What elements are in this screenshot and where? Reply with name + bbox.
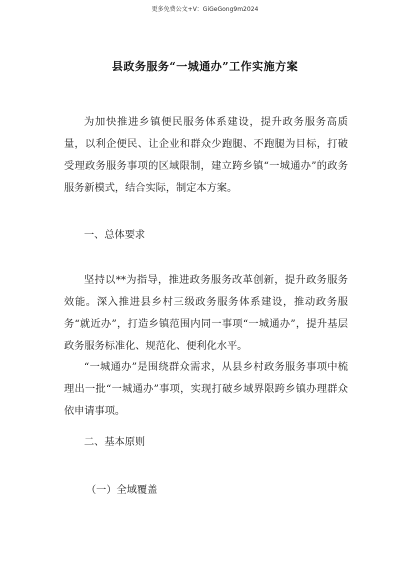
section1-paragraph-1: 坚持以**为指导，推进政务服务改革创新，提升政务服务效能。深入推进县乡村三级政务服务体系建设，推动政务服务“就近办”，打造乡镇范围内同一事项“一城通办”，提升基层政务服务标准化、规范化、便利化水平。 <box>64 275 348 352</box>
document-title: 县政务服务“一城通办”工作实施方案 <box>111 60 299 73</box>
header-note: 更多免费公文+V：GiGeGong9m2024 <box>151 6 259 13</box>
subsection-heading-full-coverage: （一）全域覆盖 <box>86 485 158 496</box>
intro-paragraph: 为加快推进乡镇便民服务体系建设，提升政务服务高质量，以利企便民、让企业和群众少跑腿、不跑腿为目标，打破受理政务服务事项的区域限制，建立跨乡镇“一城通办”的政务服务新模式，结合实际，制定本方案。 <box>64 117 348 194</box>
section1-paragraph-2: “一城通办”是围绕群众需求，从县乡村政务服务事项中梳理出一批“一城通办”事项，实现打破乡域界限跨乡镇办理群众依申请事项。 <box>64 362 348 417</box>
section-heading-basic-principles: 二、基本原则 <box>84 437 146 448</box>
section-heading-overall-requirements: 一、总体要求 <box>84 230 146 241</box>
